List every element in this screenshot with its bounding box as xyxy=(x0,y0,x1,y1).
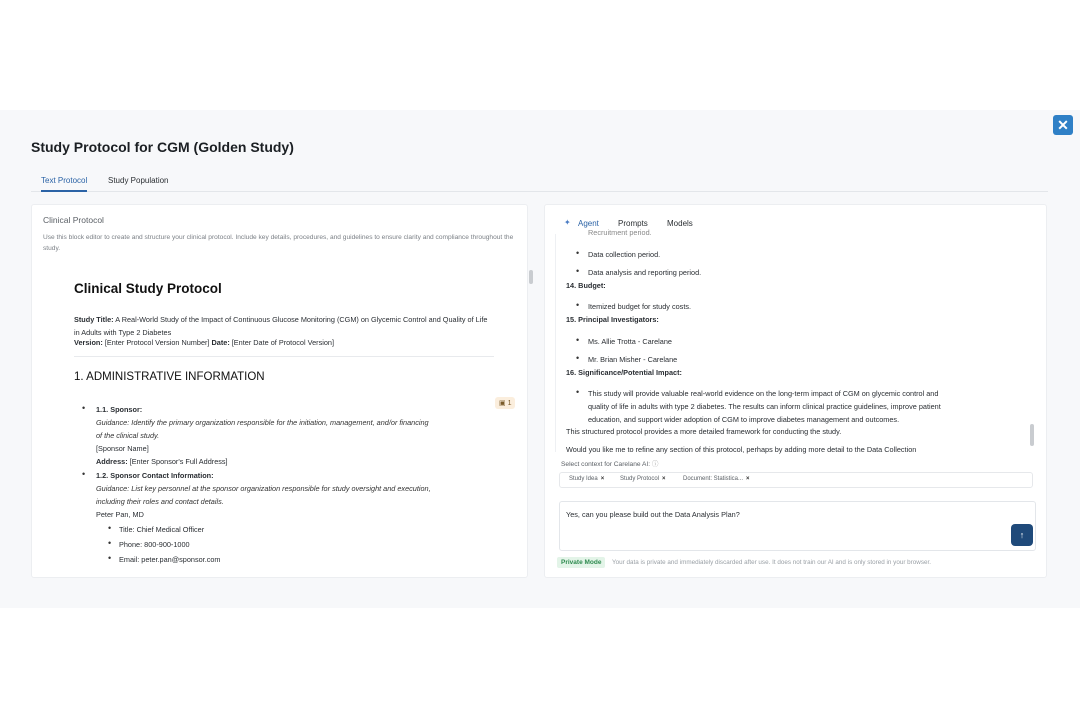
version-label: Version: xyxy=(74,338,103,347)
send-icon: ↑ xyxy=(1019,530,1025,540)
tab-study-population[interactable]: Study Population xyxy=(108,176,169,185)
chat-line: education, and support wider adoption of CGM to improve diabetes management and outcomes. xyxy=(588,415,900,424)
panel-description: Use this block editor to create and structure your clinical protocol. Include key details, procedures, and guidelines to ensure clarity and compliance throughout the study. xyxy=(43,234,514,252)
close-button[interactable] xyxy=(1053,115,1073,135)
contact-heading: 1.2. Sponsor Contact Information: xyxy=(96,471,214,480)
tab-prompts[interactable]: Prompts xyxy=(618,219,648,228)
context-label xyxy=(561,458,659,468)
date-value: [Enter Date of Protocol Version] xyxy=(229,338,334,347)
study-title-line xyxy=(74,314,494,339)
bullet-icon: • xyxy=(108,538,112,548)
version-line xyxy=(74,338,334,347)
remove-chip-icon[interactable]: × xyxy=(746,476,750,482)
chat-line: This study will provide valuable real-world evidence on the long-term impact of CGM on glycemic control and xyxy=(588,389,939,398)
contact-item: Phone: 800-900-1000 xyxy=(119,540,190,549)
tab-models[interactable]: Models xyxy=(667,219,693,228)
divider xyxy=(74,356,494,357)
chat-heading: 14. Budget: xyxy=(566,281,606,290)
bullet-icon: • xyxy=(576,248,580,258)
chat-input[interactable] xyxy=(566,510,1006,519)
chat-line: Ms. Allie Trotta - Carelane xyxy=(588,337,672,346)
sponsor-guidance: Guidance: Identify the primary organization responsible for the initiation, management, and/or financing xyxy=(96,418,429,427)
chip-label: Document: Statistica... xyxy=(683,476,744,482)
bullet-icon: • xyxy=(82,469,86,479)
address-label: Address: xyxy=(96,457,128,466)
date-label: Date: xyxy=(211,338,230,347)
remove-chip-icon[interactable]: × xyxy=(662,476,666,482)
contact-guidance-cont: including their roles and contact details. xyxy=(96,497,224,506)
send-button[interactable] xyxy=(1011,524,1033,546)
document-title: Clinical Study Protocol xyxy=(74,281,222,296)
chat-line: quality of life in adults with type 2 diabetes. The results can inform clinical practice guidelines, improve patient xyxy=(588,402,941,411)
chat-heading: 15. Principal Investigators: xyxy=(566,315,659,324)
chat-scrollbar[interactable] xyxy=(1030,424,1034,446)
contact-name: Peter Pan, MD xyxy=(96,510,144,519)
bullet-icon: • xyxy=(576,387,580,397)
context-selector[interactable] xyxy=(559,472,1033,488)
info-icon: ⓘ xyxy=(651,461,659,468)
private-mode-badge: Private Mode xyxy=(557,557,605,568)
chat-input-box[interactable] xyxy=(559,501,1036,551)
study-title-label: Study Title: xyxy=(74,315,114,324)
study-title-value: A Real-World Study of the Impact of Continuous Glucose Monitoring (CGM) on Glycemic Control and Quality of Life in Adults with Type 2 Diabetes xyxy=(74,315,488,337)
chip-label: Study Idea xyxy=(569,476,598,482)
tab-text-protocol[interactable]: Text Protocol xyxy=(41,176,87,192)
sparkle-icon: ✦ xyxy=(564,218,571,227)
sponsor-guidance-cont: of the clinical study. xyxy=(96,431,160,440)
protocol-modal xyxy=(0,110,1080,608)
chat-line: Data collection period. xyxy=(588,250,661,259)
close-icon: ✕ xyxy=(1057,117,1069,133)
ai-assistant-panel xyxy=(544,204,1047,578)
bullet-icon: • xyxy=(108,523,112,533)
sponsor-name: [Sponsor Name] xyxy=(96,444,149,453)
comment-count: 1 xyxy=(507,400,512,407)
bullet-icon: • xyxy=(576,300,580,310)
remove-chip-icon[interactable]: × xyxy=(600,476,605,482)
tab-agent[interactable]: Agent xyxy=(578,219,599,228)
chat-transcript[interactable] xyxy=(555,228,1035,454)
bullet-icon: • xyxy=(82,403,86,413)
sponsor-address xyxy=(96,457,228,466)
context-label-text: Select context for Carelane AI: xyxy=(561,461,651,468)
scrollbar-thumb[interactable] xyxy=(529,270,533,284)
modal-title: Study Protocol for CGM (Golden Study) xyxy=(31,139,294,155)
chat-line: Data analysis and reporting period. xyxy=(588,268,702,277)
comment-icon: ▣ xyxy=(499,400,506,407)
tab-bar xyxy=(31,170,1048,192)
contact-guidance: Guidance: List key personnel at the sponsor organization responsible for study oversight and execution, xyxy=(96,484,431,493)
bullet-icon: • xyxy=(576,335,580,345)
contact-item: Email: peter.pan@sponsor.com xyxy=(119,555,221,564)
chat-line: Recruitment period. xyxy=(588,228,652,237)
panel-title: Clinical Protocol xyxy=(43,215,104,225)
clinical-protocol-panel xyxy=(31,204,528,578)
context-chip[interactable] xyxy=(569,476,604,482)
comment-badge[interactable] xyxy=(495,397,515,409)
chat-heading: 16. Significance/Potential Impact: xyxy=(566,368,682,377)
chip-label: Study Protocol xyxy=(620,476,660,482)
address-value: [Enter Sponsor's Full Address] xyxy=(127,457,228,466)
context-chip[interactable] xyxy=(683,476,750,482)
section-heading: 1. ADMINISTRATIVE INFORMATION xyxy=(74,371,265,383)
contact-item: Title: Chief Medical Officer xyxy=(119,525,205,534)
sponsor-heading: 1.1. Sponsor: xyxy=(96,405,143,414)
privacy-notice: Your data is private and immediately discarded after use. It does not train our AI and is only stored in your browser. xyxy=(612,559,931,566)
bullet-icon: • xyxy=(576,266,580,276)
context-chip[interactable] xyxy=(620,476,666,482)
bullet-icon: • xyxy=(108,553,112,563)
chat-line: Mr. Brian Misher - Carelane xyxy=(588,355,678,364)
bullet-icon: • xyxy=(576,353,580,363)
chat-line: This structured protocol provides a more detailed framework for conducting the study. xyxy=(566,427,842,436)
chat-line: Itemized budget for study costs. xyxy=(588,302,692,311)
chat-line: Would you like me to refine any section of this protocol, perhaps by adding more detail to the Data Collection xyxy=(566,445,917,454)
version-value: [Enter Protocol Version Number] xyxy=(102,338,212,347)
